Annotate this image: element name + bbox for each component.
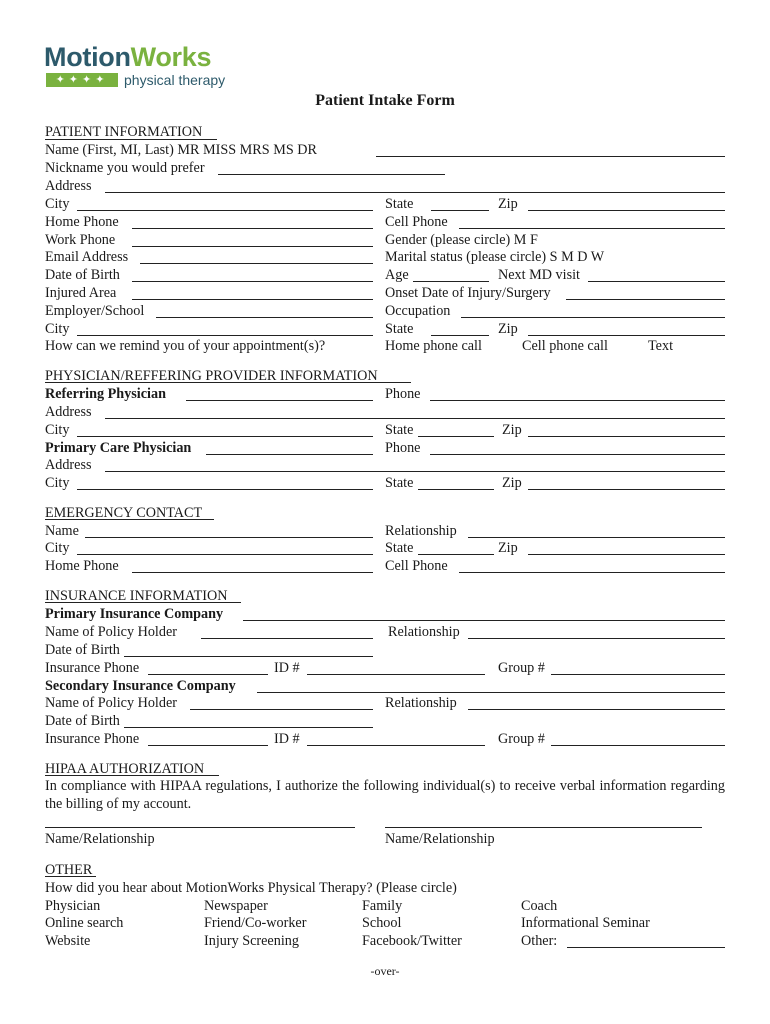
referring-physician-field[interactable] bbox=[186, 400, 373, 401]
physician-heading: PHYSICIAN/REFFERING PROVIDER INFORMATION bbox=[45, 368, 378, 384]
name-field[interactable] bbox=[376, 156, 725, 157]
primary-state-field[interactable] bbox=[418, 489, 494, 490]
physician-state-label: State bbox=[385, 422, 414, 438]
cell-phone-field[interactable] bbox=[459, 228, 725, 229]
insurance-group-label: Group # bbox=[498, 660, 545, 676]
emergency-zip-label: Zip bbox=[498, 540, 518, 556]
insurance-phone-field[interactable] bbox=[148, 674, 268, 675]
dob-field[interactable] bbox=[132, 281, 373, 282]
emergency-home-phone-field[interactable] bbox=[132, 572, 373, 573]
emergency-cell-phone-label: Cell Phone bbox=[385, 558, 448, 574]
policy-holder-field[interactable] bbox=[201, 638, 373, 639]
next-md-label: Next MD visit bbox=[498, 267, 580, 283]
insurance-relationship-field[interactable] bbox=[468, 638, 725, 639]
insurance-relationship2-field[interactable] bbox=[468, 709, 725, 710]
option-injury-screening[interactable]: Injury Screening bbox=[204, 933, 299, 949]
email-label: Email Address bbox=[45, 249, 129, 265]
insurance-id2-field[interactable] bbox=[307, 745, 485, 746]
cell-phone-label: Cell Phone bbox=[385, 214, 448, 230]
emergency-relationship-field[interactable] bbox=[468, 537, 725, 538]
primary-address-label: Address bbox=[45, 457, 92, 473]
hipaa-name-relationship-2: Name/Relationship bbox=[385, 831, 495, 847]
injured-area-field[interactable] bbox=[132, 299, 373, 300]
work-phone-field[interactable] bbox=[132, 246, 373, 247]
address-label: Address bbox=[45, 178, 92, 194]
dob-label: Date of Birth bbox=[45, 267, 120, 283]
logo-tagline: physical therapy bbox=[124, 72, 226, 88]
city2-label: City bbox=[45, 321, 70, 337]
primary-state-label: State bbox=[385, 475, 414, 491]
primary-address-field[interactable] bbox=[105, 471, 725, 472]
gender-label[interactable]: Gender (please circle) M F bbox=[385, 232, 538, 248]
secondary-insurance-field[interactable] bbox=[257, 692, 725, 693]
emergency-city-label: City bbox=[45, 540, 70, 556]
emergency-state-field[interactable] bbox=[418, 554, 494, 555]
referring-physician-label: Referring Physician bbox=[45, 386, 166, 402]
occupation-label: Occupation bbox=[385, 303, 451, 319]
emergency-name-label: Name bbox=[45, 523, 79, 539]
form-title: Patient Intake Form bbox=[315, 92, 455, 109]
marital-status-label[interactable]: Marital status (please circle) S M D W bbox=[385, 249, 605, 265]
physician-state-field[interactable] bbox=[418, 436, 494, 437]
onset-field[interactable] bbox=[566, 299, 725, 300]
occupation-field[interactable] bbox=[461, 317, 725, 318]
insurance-group2-field[interactable] bbox=[551, 745, 725, 746]
option-informational-seminar[interactable]: Informational Seminar bbox=[521, 915, 650, 931]
primary-phone-field[interactable] bbox=[430, 454, 725, 455]
physician-zip-field[interactable] bbox=[528, 436, 725, 437]
hipaa-name-field-2[interactable] bbox=[385, 827, 702, 828]
primary-insurance-label: Primary Insurance Company bbox=[45, 606, 224, 622]
other-field[interactable] bbox=[567, 947, 725, 948]
employer-label: Employer/School bbox=[45, 303, 145, 319]
zip-field[interactable] bbox=[528, 210, 725, 211]
hipaa-text: In compliance with HIPAA regulations, I authorize the following individual(s) to receive verbal information regarding the billing of my account. bbox=[45, 778, 725, 812]
option-facebook-twitter[interactable]: Facebook/Twitter bbox=[362, 933, 462, 949]
emergency-cell-phone-field[interactable] bbox=[459, 572, 725, 573]
physician-address-label: Address bbox=[45, 404, 92, 420]
emergency-city-field[interactable] bbox=[77, 554, 373, 555]
remind-cell-phone[interactable]: Cell phone call bbox=[522, 338, 608, 354]
patient-info-heading: PATIENT INFORMATION bbox=[45, 124, 203, 140]
referring-phone-label: Phone bbox=[385, 386, 421, 402]
state2-label: State bbox=[385, 321, 414, 337]
next-md-field[interactable] bbox=[588, 281, 725, 282]
insurance-id-field[interactable] bbox=[307, 674, 485, 675]
hipaa-name-field-1[interactable] bbox=[45, 827, 355, 828]
insurance-id-label: ID # bbox=[274, 660, 300, 676]
option-online-search[interactable]: Online search bbox=[45, 915, 124, 931]
city2-field[interactable] bbox=[77, 335, 373, 336]
work-phone-label: Work Phone bbox=[45, 232, 116, 248]
insured-dob-field[interactable] bbox=[124, 656, 373, 657]
primary-zip-field[interactable] bbox=[528, 489, 725, 490]
option-family[interactable]: Family bbox=[362, 898, 403, 914]
address-field[interactable] bbox=[105, 192, 725, 193]
insured-dob2-field[interactable] bbox=[124, 727, 373, 728]
hipaa-heading: HIPAA AUTHORIZATION bbox=[45, 761, 205, 777]
primary-city-field[interactable] bbox=[77, 489, 373, 490]
nickname-label: Nickname you would prefer bbox=[45, 160, 205, 176]
insurance-phone2-label: Insurance Phone bbox=[45, 731, 140, 747]
option-website[interactable]: Website bbox=[45, 933, 91, 949]
zip2-label: Zip bbox=[498, 321, 518, 337]
city-label: City bbox=[45, 196, 70, 212]
zip-label: Zip bbox=[498, 196, 518, 212]
emergency-home-phone-label: Home Phone bbox=[45, 558, 119, 574]
other-heading: OTHER bbox=[45, 862, 93, 878]
page-footer: -over- bbox=[370, 964, 400, 978]
insurance-relationship2-label: Relationship bbox=[385, 695, 457, 711]
emergency-zip-field[interactable] bbox=[528, 554, 725, 555]
secondary-insurance-label: Secondary Insurance Company bbox=[45, 678, 236, 694]
runner-icons: ✦✦✦✦ bbox=[46, 73, 118, 87]
option-friend-coworker[interactable]: Friend/Co-worker bbox=[204, 915, 307, 931]
physician-zip-label: Zip bbox=[502, 422, 522, 438]
home-phone-label: Home Phone bbox=[45, 214, 119, 230]
home-phone-field[interactable] bbox=[132, 228, 373, 229]
primary-city-label: City bbox=[45, 475, 70, 491]
option-coach[interactable]: Coach bbox=[521, 898, 558, 914]
state2-field[interactable] bbox=[431, 335, 489, 336]
policy-holder2-label: Name of Policy Holder bbox=[45, 695, 177, 711]
policy-holder-label: Name of Policy Holder bbox=[45, 624, 177, 640]
remind-home-phone[interactable]: Home phone call bbox=[385, 338, 482, 354]
insurance-id2-label: ID # bbox=[274, 731, 300, 747]
onset-label: Onset Date of Injury/Surgery bbox=[385, 285, 551, 301]
physician-city-label: City bbox=[45, 422, 70, 438]
option-physician[interactable]: Physician bbox=[45, 898, 101, 914]
physician-city-field[interactable] bbox=[77, 436, 373, 437]
remind-text[interactable]: Text bbox=[648, 338, 674, 354]
emergency-state-label: State bbox=[385, 540, 414, 556]
insurance-phone-label: Insurance Phone bbox=[45, 660, 140, 676]
primary-care-field[interactable] bbox=[206, 454, 373, 455]
insurance-group2-label: Group # bbox=[498, 731, 545, 747]
age-field[interactable] bbox=[413, 281, 489, 282]
insurance-phone2-field[interactable] bbox=[148, 745, 268, 746]
age-label: Age bbox=[385, 267, 409, 283]
hipaa-name-relationship-1: Name/Relationship bbox=[45, 831, 155, 847]
physician-address-field[interactable] bbox=[105, 418, 725, 419]
motionworks-logo bbox=[44, 42, 226, 88]
employer-field[interactable] bbox=[156, 317, 373, 318]
emergency-heading: EMERGENCY CONTACT bbox=[45, 505, 203, 521]
logo-wordmark: MotionWorks bbox=[44, 42, 212, 72]
name-label: Name (First, MI, Last) MR MISS MRS MS DR bbox=[45, 142, 317, 158]
emergency-relationship-label: Relationship bbox=[385, 523, 457, 539]
insured-dob2-label: Date of Birth bbox=[45, 713, 120, 729]
insurance-relationship-label: Relationship bbox=[388, 624, 460, 640]
remind-label: How can we remind you of your appointment(s)? bbox=[45, 338, 326, 354]
insurance-heading: INSURANCE INFORMATION bbox=[45, 588, 228, 604]
emergency-name-field[interactable] bbox=[85, 537, 373, 538]
policy-holder2-field[interactable] bbox=[190, 709, 373, 710]
primary-insurance-field[interactable] bbox=[243, 620, 725, 621]
option-newspaper[interactable]: Newspaper bbox=[204, 898, 268, 914]
primary-care-label: Primary Care Physician bbox=[45, 440, 192, 456]
city-field[interactable] bbox=[77, 210, 373, 211]
referring-phone-field[interactable] bbox=[430, 400, 725, 401]
insurance-group-field[interactable] bbox=[551, 674, 725, 675]
state-field[interactable] bbox=[431, 210, 489, 211]
nickname-field[interactable] bbox=[218, 174, 445, 175]
referral-question: How did you hear about MotionWorks Physical Therapy? (Please circle) bbox=[45, 880, 457, 896]
email-field[interactable] bbox=[140, 263, 373, 264]
option-school[interactable]: School bbox=[362, 915, 402, 931]
injured-area-label: Injured Area bbox=[45, 285, 117, 301]
primary-phone-label: Phone bbox=[385, 440, 421, 456]
insured-dob-label: Date of Birth bbox=[45, 642, 120, 658]
zip2-field[interactable] bbox=[528, 335, 725, 336]
primary-zip-label: Zip bbox=[502, 475, 522, 491]
option-other[interactable]: Other: bbox=[521, 933, 558, 949]
state-label: State bbox=[385, 196, 414, 212]
